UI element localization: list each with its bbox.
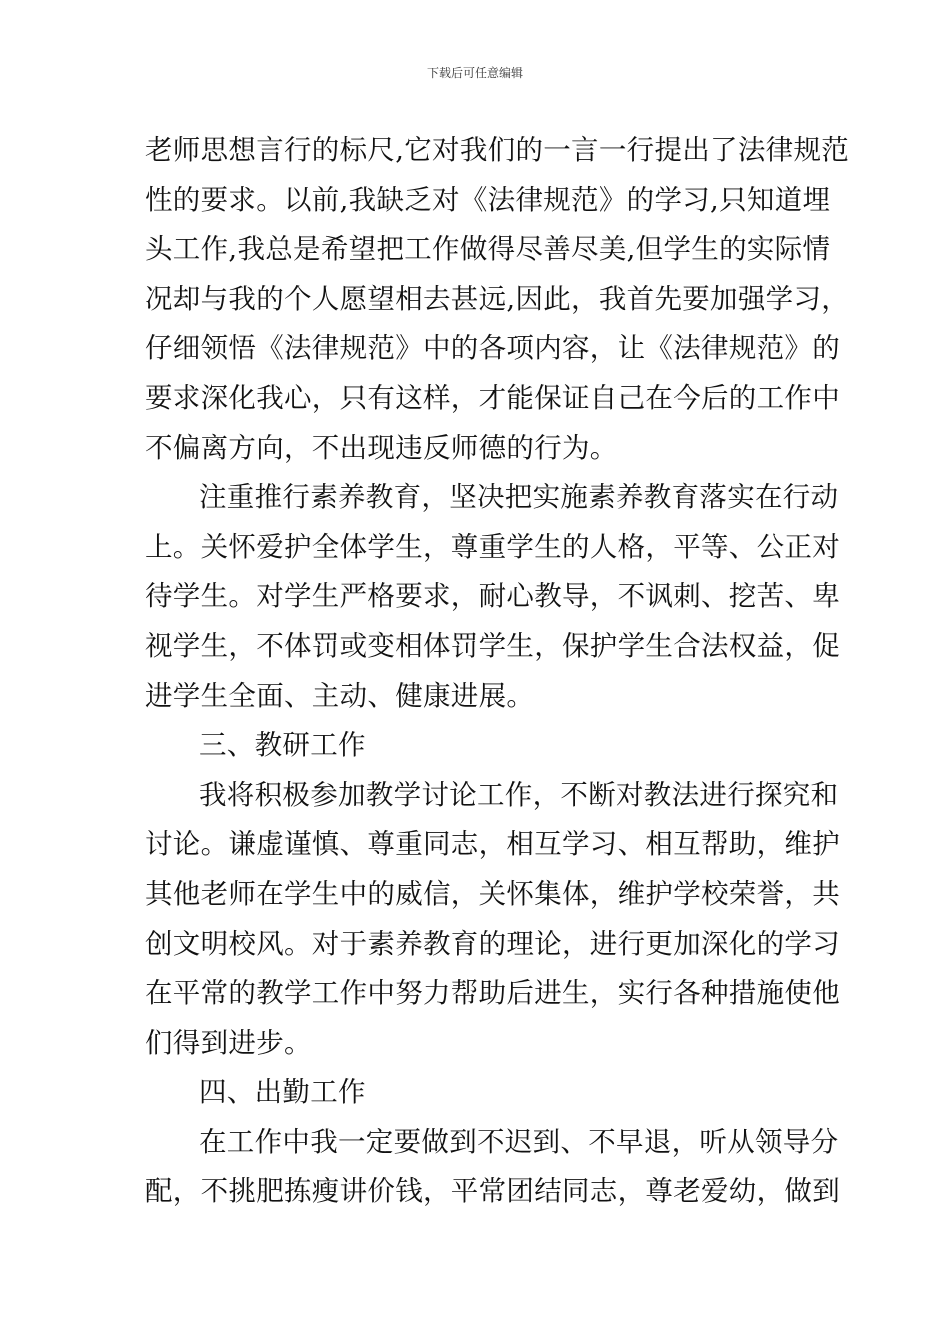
document-body <box>145 126 850 1217</box>
text-line: 况却与我的个人愿望相去甚远,因此，我首先要加强学习， <box>145 282 850 315</box>
text-line: 要求深化我心，只有这样，才能保证自己在今后的工作中 <box>145 381 840 414</box>
paragraph-start-line: 注重推行素养教育，坚决把实施素养教育落实在行动 <box>199 481 839 514</box>
text-line: 其他老师在学生中的威信，关怀集体，维护学校荣誉，共 <box>145 877 840 910</box>
text-line: 视学生，不体罚或变相体罚学生，保护学生合法权益，促 <box>145 629 840 662</box>
text-line: 创文明校风。对于素养教育的理论，进行更加深化的学习 <box>145 927 840 960</box>
text-line: 待学生。对学生严格要求，耐心教导，不讽刺、挖苦、卑 <box>145 580 840 613</box>
section-heading-attendance: 四、出勤工作 <box>199 1076 366 1109</box>
text-line: 进学生全面、主动、健康进展。 <box>145 679 535 712</box>
page-header-note: 下载后可任意编辑 <box>426 66 523 80</box>
text-line: 不偏离方向，不出现违反师德的行为。 <box>145 431 618 464</box>
text-line: 仔细领悟《法律规范》中的各项内容，让《法律规范》的 <box>145 332 840 365</box>
text-line: 讨论。谦虚谨慎、尊重同志，相互学习、相互帮助，维护 <box>145 828 840 861</box>
text-line: 老师思想言行的标尺,它对我们的一言一行提出了法律规范 <box>145 134 850 166</box>
text-line: 上。关怀爱护全体学生，尊重学生的人格，平等、公正对 <box>145 530 840 563</box>
text-line: 性的要求。以前,我缺乏对《法律规范》的学习,只知道埋 <box>145 183 831 216</box>
section-heading-teaching-research: 三、教研工作 <box>199 729 366 762</box>
text-line: 在平常的教学工作中努力帮助后进生，实行各种措施使他 <box>145 977 840 1010</box>
text-line: 头工作,我总是希望把工作做得尽善尽美,但学生的实际情 <box>145 233 831 266</box>
text-line: 配，不挑肥拣瘦讲价钱，平常团结同志，尊老爱幼，做到 <box>145 1175 840 1208</box>
paragraph-start-line: 我将积极参加教学讨论工作，不断对教法进行探究和 <box>199 778 839 811</box>
text-line: 们得到进步。 <box>145 1026 312 1059</box>
paragraph-start-line: 在工作中我一定要做到不迟到、不早退，听从领导分 <box>199 1125 839 1158</box>
